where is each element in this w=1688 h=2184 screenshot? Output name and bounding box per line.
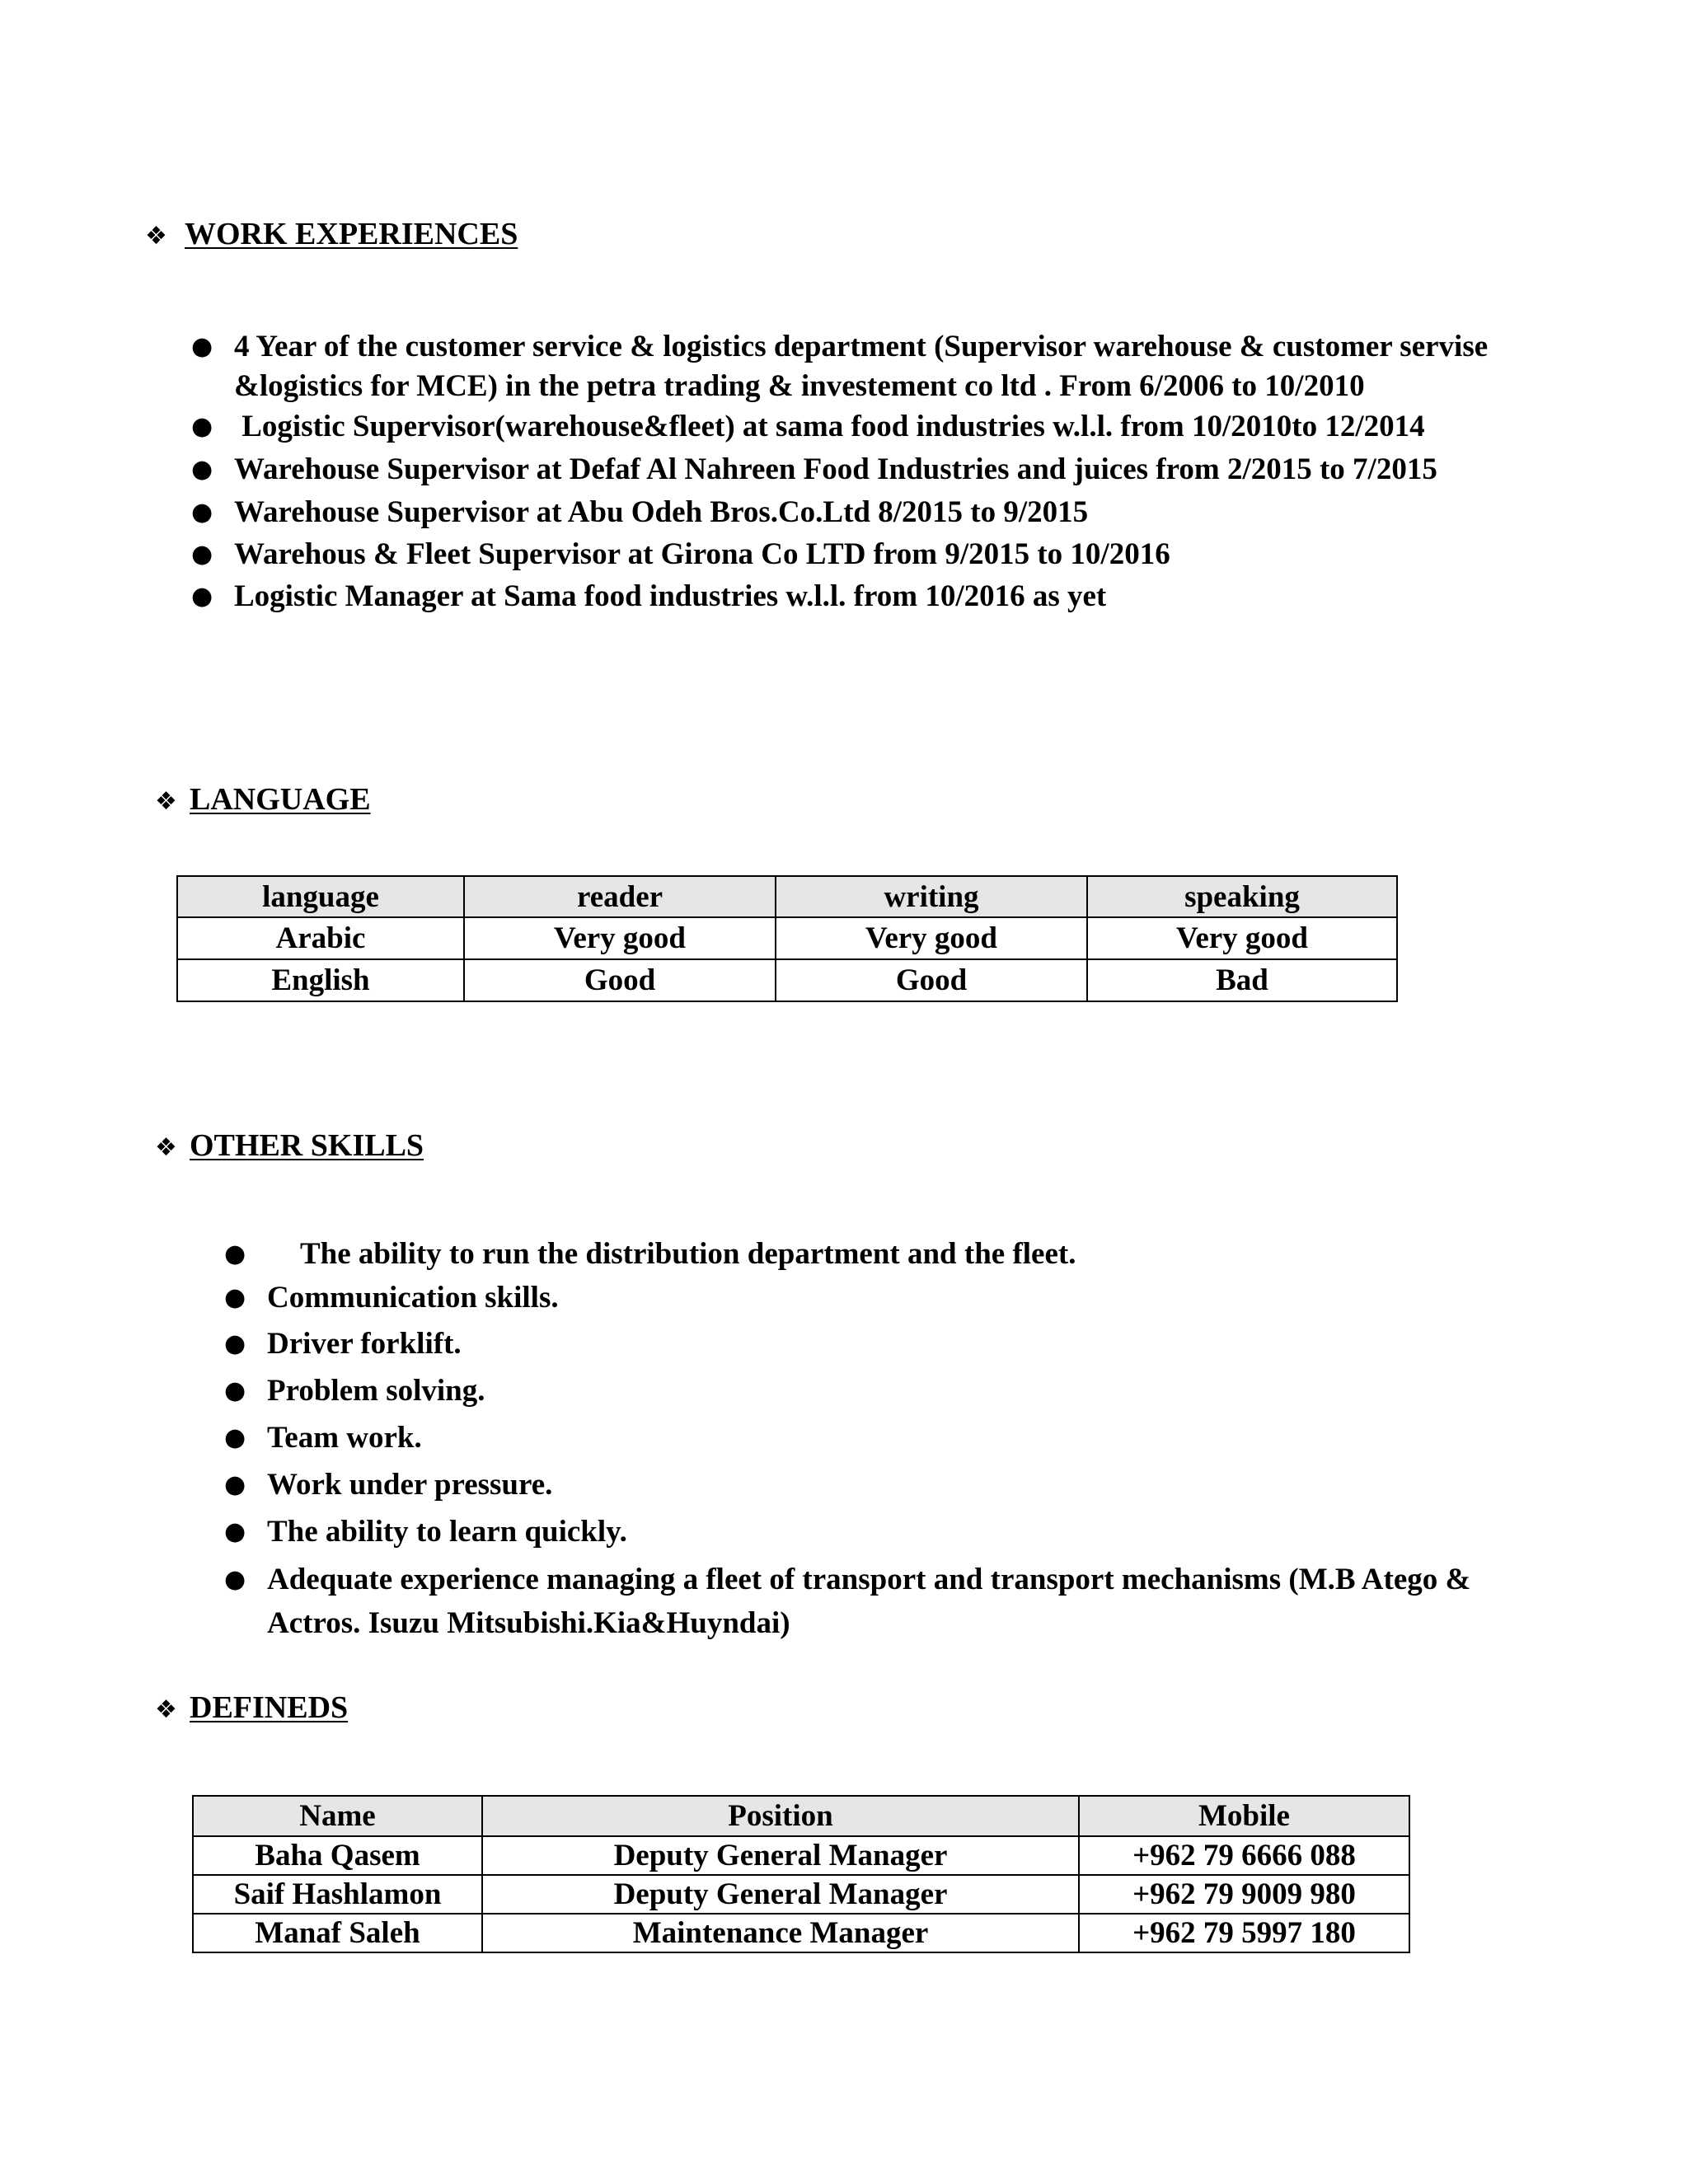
list-item [219,1234,1538,1275]
defineds-title: DEFINEDS [190,1690,349,1725]
bullet-icon: ● [224,1283,246,1312]
skill-item-text: Adequate experience managing a fleet of transport and transport mechanisms (M.B Atego & Actros. Isuzu Mitsubishi.Kia&Huyndai) [267,1563,1471,1640]
bullet-icon: ● [191,412,213,441]
table-row [177,959,1397,1001]
table-row [177,917,1397,959]
work-experience-list [186,327,1522,617]
bullet-icon: ● [224,1517,246,1546]
work-experiences-heading [145,216,518,255]
table-cell: Very good [464,917,776,959]
skill-item-text: Driver forklift. [267,1327,462,1361]
other-skills-title: OTHER SKILLS [190,1128,424,1163]
bullet-icon: ● [191,540,213,569]
table-header-cell: writing [776,876,1087,917]
bullet-icon: ● [224,1329,246,1358]
table-header-row [177,876,1397,917]
diamond-bullet-icon: ❖ [145,222,167,251]
diamond-bullet-icon: ❖ [155,1695,177,1724]
table-header-cell: Name [193,1796,482,1836]
language-heading [155,781,371,820]
defineds-table [192,1795,1410,1953]
list-item [186,406,1522,448]
list-item [186,448,1522,491]
bullet-icon: ● [191,582,213,611]
table-cell: +962 79 5997 180 [1079,1914,1409,1952]
bullet-icon: ● [224,1565,246,1594]
table-cell: Very good [1087,917,1397,959]
table-cell: Very good [776,917,1087,959]
bullet-icon: ● [224,1240,246,1268]
list-item [219,1414,1538,1461]
work-item-text: Logistic Supervisor(warehouse&fleet) at sama food industries w.l.l. from 10/2010to 12/2014 [234,410,1425,443]
list-item [186,491,1522,533]
bullet-icon: ● [224,1423,246,1452]
list-item [219,1508,1538,1555]
table-header-row [193,1796,1409,1836]
list-item [219,1461,1538,1508]
table-row [193,1914,1409,1952]
work-item-text: Warehouse Supervisor at Defaf Al Nahreen Food Industries and juices from 2/2015 to 7/2015 [234,452,1437,486]
table-cell: Saif Hashlamon [193,1875,482,1914]
work-item-text: Logistic Manager at Sama food industries w.l.l. from 10/2016 as yet [234,579,1107,613]
defineds-heading [155,1690,348,1728]
table-cell: +962 79 9009 980 [1079,1875,1409,1914]
list-item [186,327,1522,406]
skill-item-text: Communication skills. [267,1281,559,1315]
other-skills-list [219,1234,1538,1645]
table-header-cell: language [177,876,464,917]
list-item [186,533,1522,575]
bullet-icon: ● [224,1376,246,1405]
language-table [176,875,1398,1002]
table-cell: Good [464,959,776,1001]
work-item-text: Warehouse Supervisor at Abu Odeh Bros.Co.Ltd 8/2015 to 9/2015 [234,495,1089,529]
bullet-icon: ● [191,498,213,527]
language-title: LANGUAGE [190,782,371,817]
table-header-cell: reader [464,876,776,917]
skill-item-text: The ability to learn quickly. [267,1515,627,1549]
other-skills-heading [155,1127,424,1166]
table-cell: Arabic [177,917,464,959]
table-cell: Manaf Saleh [193,1914,482,1952]
bullet-icon: ● [191,332,213,361]
skill-item-text: Problem solving. [267,1374,485,1408]
skill-item-text: Team work. [267,1421,422,1455]
table-cell: Deputy General Manager [482,1836,1079,1875]
table-header-cell: Position [482,1796,1079,1836]
table-header-cell: Mobile [1079,1796,1409,1836]
work-item-text: Warehous & Fleet Supervisor at Girona Co LTD from 9/2015 to 10/2016 [234,537,1170,571]
list-item [219,1555,1538,1645]
work-item-text: 4 Year of the customer service & logistics department (Supervisor warehouse & customer servise &logistics for MCE) in the petra trading & investement co ltd . From 6/2006 to 10/2010 [234,330,1489,403]
diamond-bullet-icon: ❖ [155,787,177,816]
table-cell: Good [776,959,1087,1001]
skill-item-text: The ability to run the distribution department and the fleet. [300,1237,1076,1271]
diamond-bullet-icon: ❖ [155,1133,177,1162]
table-cell: Maintenance Manager [482,1914,1079,1952]
list-item [186,575,1522,617]
table-header-cell: speaking [1087,876,1397,917]
list-item [219,1367,1538,1414]
table-row [193,1875,1409,1914]
work-experiences-title: WORK EXPERIENCES [185,217,518,251]
table-row [193,1836,1409,1875]
list-item [219,1320,1538,1367]
skill-item-text: Work under pressure. [267,1468,553,1502]
list-item [219,1275,1538,1320]
table-cell: Deputy General Manager [482,1875,1079,1914]
table-cell: +962 79 6666 088 [1079,1836,1409,1875]
bullet-icon: ● [224,1470,246,1499]
bullet-icon: ● [191,455,213,484]
table-cell: Baha Qasem [193,1836,482,1875]
table-cell: Bad [1087,959,1397,1001]
table-cell: English [177,959,464,1001]
